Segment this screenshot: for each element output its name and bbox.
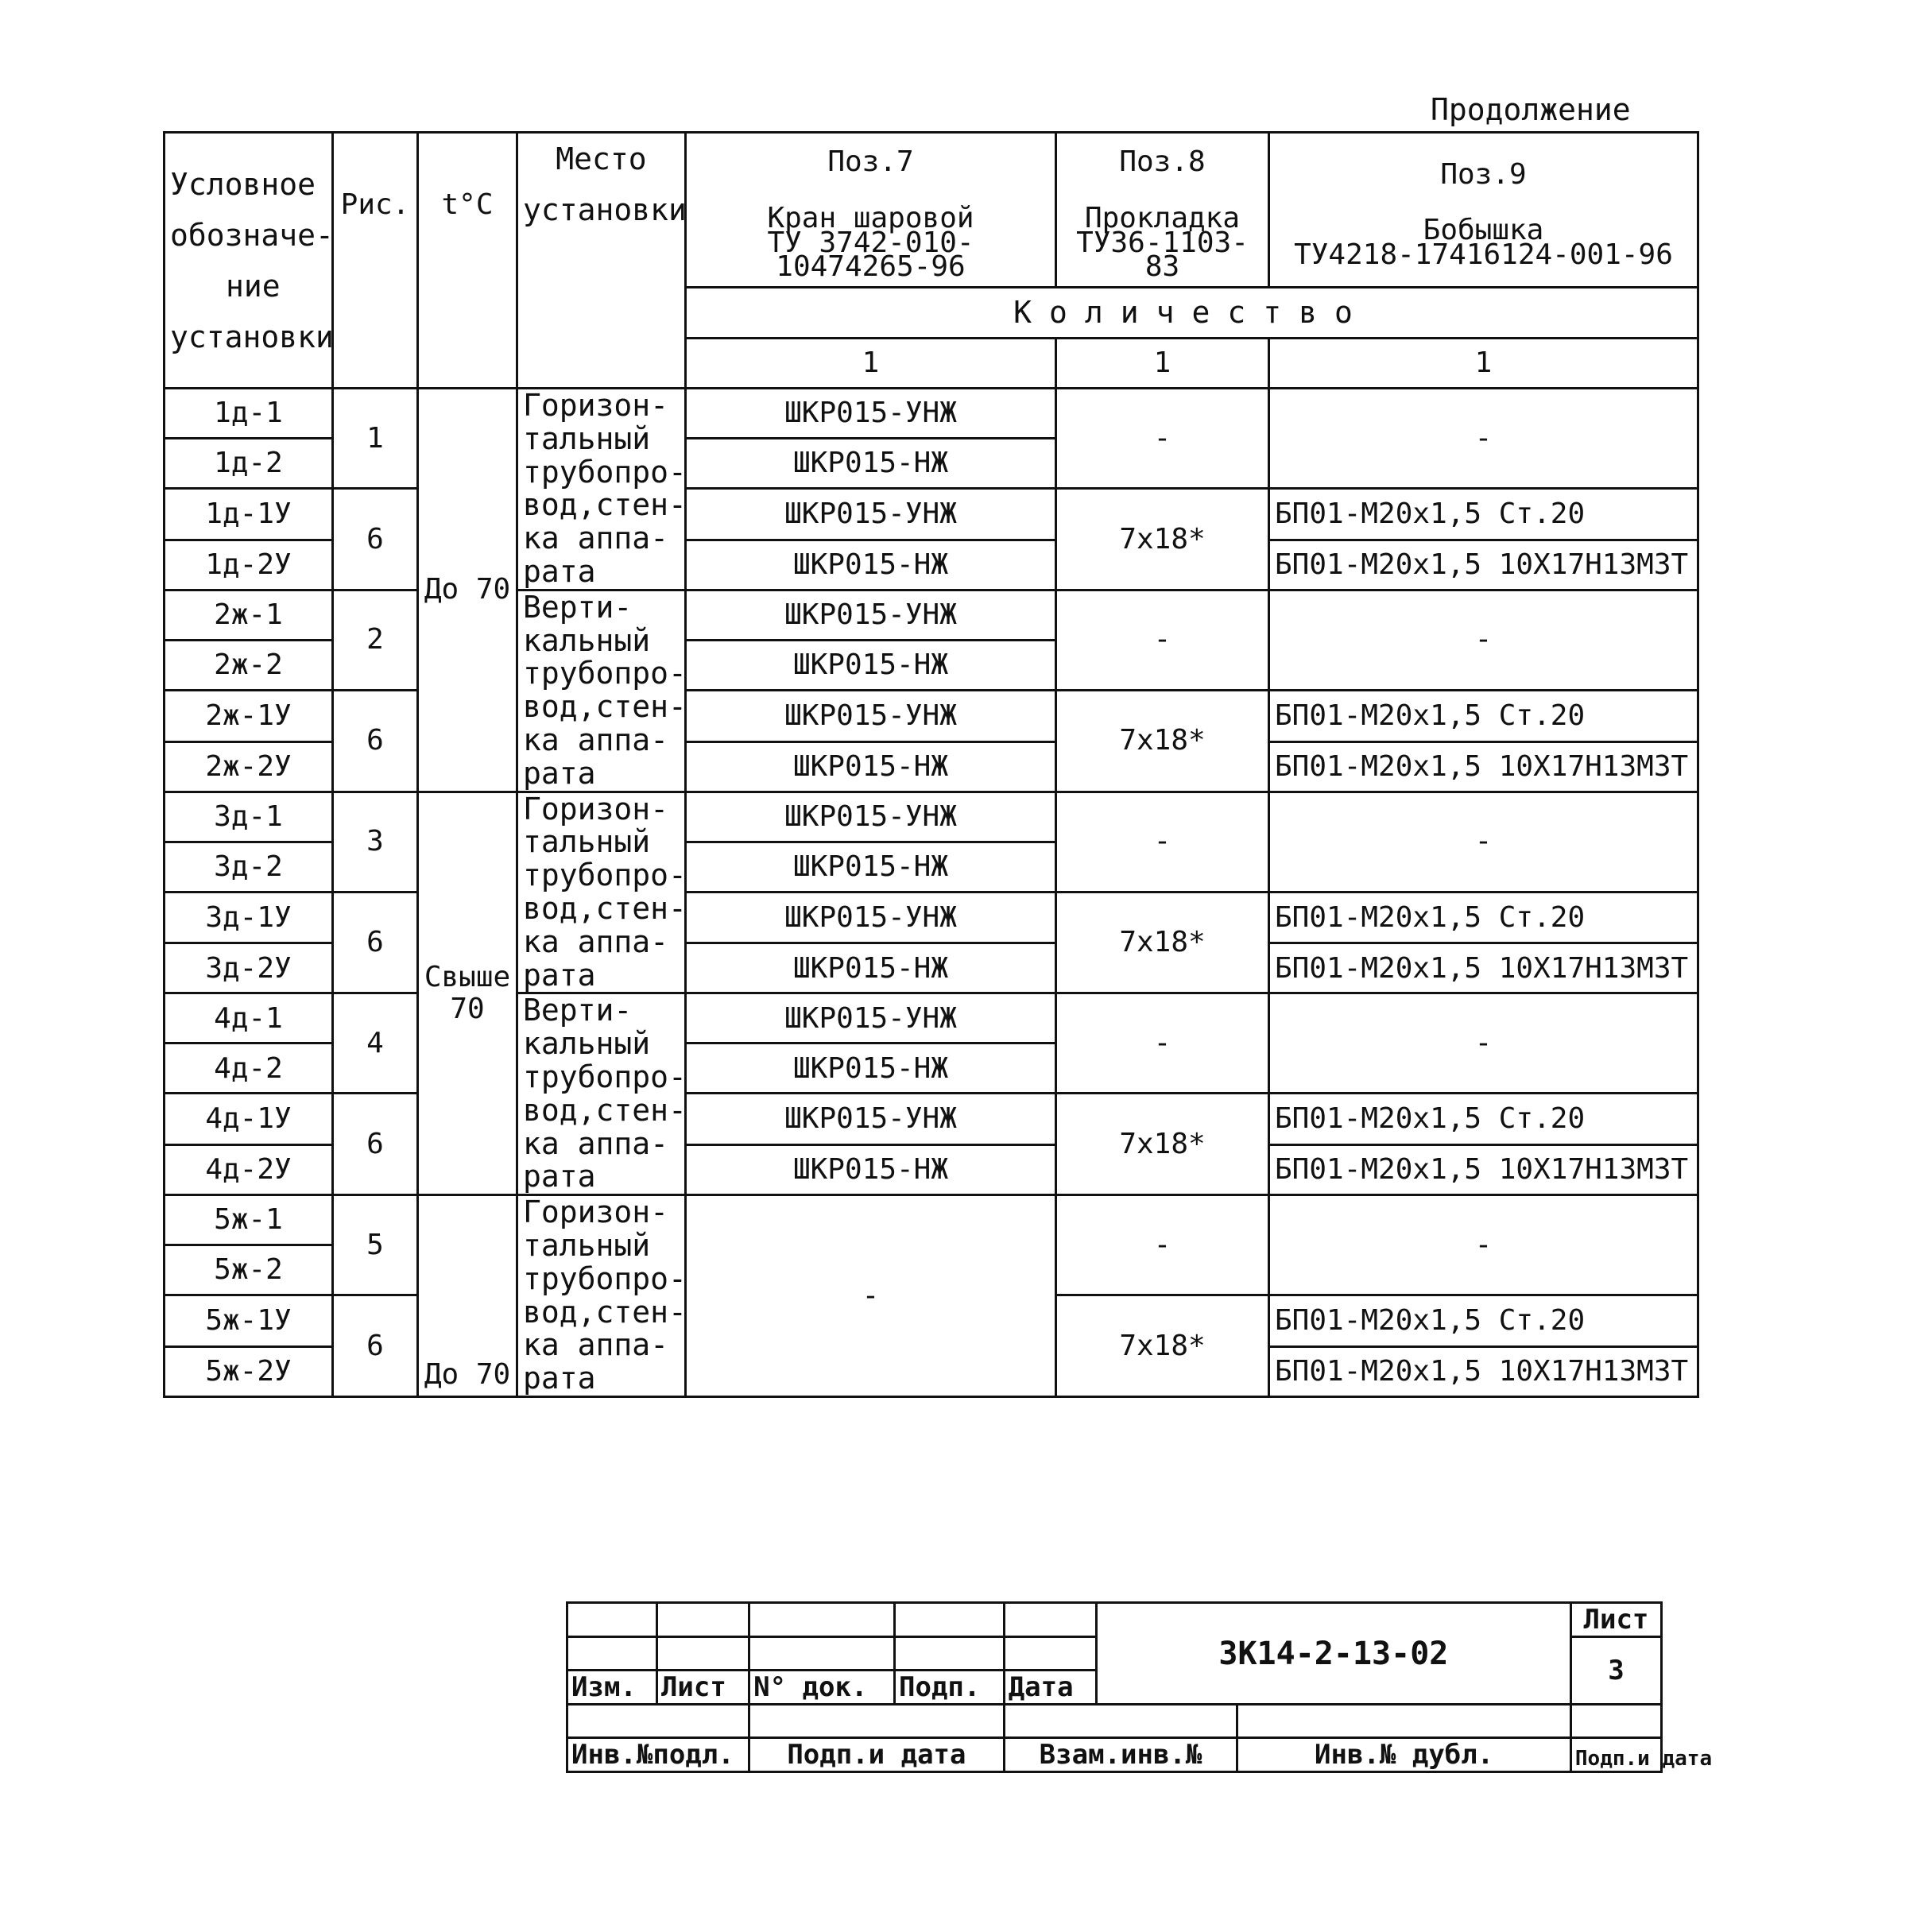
row-temperature: До 70: [418, 1195, 517, 1397]
row-designation: 1д-1: [165, 389, 333, 439]
row-designation: 3д-2: [165, 842, 333, 892]
stamp-sign-date-2: Подп.и дата: [1570, 1738, 1661, 1772]
continuation-label: Продолжение: [1431, 92, 1631, 127]
row-pos7: ШКР015-НЖ: [686, 439, 1056, 489]
row-designation: 1д-1У: [165, 489, 333, 540]
row-place: Верти-кальный трубопро-вод,стен-ка аппа-рата: [517, 590, 686, 792]
row-figure: 6: [333, 690, 418, 792]
row-temperature: Свыше 70: [418, 792, 517, 1195]
row-designation: 2ж-2У: [165, 741, 333, 792]
specification-table: [163, 131, 1699, 1398]
row-pos8: -: [1056, 389, 1269, 489]
row-designation: 2ж-2: [165, 640, 333, 690]
row-pos9: -: [1269, 993, 1698, 1094]
row-pos9: БП01-М20х1,5 Ст.20: [1269, 1094, 1698, 1145]
stamp-izm: Изм.: [567, 1671, 657, 1705]
row-place: Горизон-тальный трубопро-вод,стен-ка аппа-рата: [517, 389, 686, 590]
row-pos9: БП01-М20х1,5 10Х17Н13М3Т: [1269, 741, 1698, 792]
row-pos8: 7х18*: [1056, 489, 1269, 590]
row-figure: 4: [333, 993, 418, 1094]
row-pos8: 7х18*: [1056, 892, 1269, 993]
row-figure: 6: [333, 1094, 418, 1195]
row-pos9: БП01-М20х1,5 10Х17Н13М3Т: [1269, 943, 1698, 993]
row-figure: 2: [333, 590, 418, 690]
row-designation: 3д-2У: [165, 943, 333, 993]
row-pos8: -: [1056, 590, 1269, 690]
row-pos9: БП01-М20х1,5 Ст.20: [1269, 1295, 1698, 1347]
header-pos8: Поз.8 Прокладка ТУ36-1103-83: [1056, 133, 1269, 288]
row-pos7: ШКР015-УНЖ: [686, 892, 1056, 943]
stamp-signature: Подп.: [895, 1671, 1005, 1705]
row-place: Верти-кальный трубопро-вод,стен-ка аппа-рата: [517, 993, 686, 1195]
row-pos9: -: [1269, 792, 1698, 892]
row-pos7: ШКР015-НЖ: [686, 1145, 1056, 1195]
row-pos7: ШКР015-НЖ: [686, 1043, 1056, 1094]
qty-pos7: 1: [686, 339, 1056, 389]
header-place: Место установки: [517, 133, 686, 389]
header-figure: Рис.: [333, 133, 418, 389]
row-designation: 4д-2У: [165, 1145, 333, 1195]
row-pos7: ШКР015-УНЖ: [686, 792, 1056, 842]
sheet-number: 3: [1570, 1637, 1661, 1705]
row-designation: 2ж-1У: [165, 690, 333, 741]
row-pos7: -: [686, 1195, 1056, 1397]
row-designation: 1д-2: [165, 439, 333, 489]
stamp-sign-date-1: Подп.и дата: [749, 1738, 1005, 1772]
row-pos8: -: [1056, 1195, 1269, 1295]
row-designation: 5ж-2У: [165, 1346, 333, 1396]
row-temperature: До 70: [418, 389, 517, 792]
header-quantity: Количество: [686, 288, 1698, 339]
row-pos8: 7х18*: [1056, 1094, 1269, 1195]
row-pos9: БП01-М20х1,5 10Х17Н13М3Т: [1269, 1145, 1698, 1195]
row-pos9: -: [1269, 1195, 1698, 1295]
row-pos7: ШКР015-НЖ: [686, 640, 1056, 690]
row-figure: 6: [333, 1295, 418, 1397]
row-figure: 1: [333, 389, 418, 489]
row-pos7: ШКР015-УНЖ: [686, 590, 1056, 640]
row-pos8: 7х18*: [1056, 690, 1269, 792]
sheet-label: Лист: [1570, 1603, 1661, 1637]
header-pos9: Поз.9 Бобышка ТУ4218-17416124-001-96: [1269, 133, 1698, 288]
row-pos7: ШКР015-УНЖ: [686, 690, 1056, 741]
header-temperature: t°С: [418, 133, 517, 389]
row-place: Горизон-тальный трубопро-вод,стен-ка аппа-рата: [517, 792, 686, 993]
row-designation: 4д-2: [165, 1043, 333, 1094]
stamp-inv-dubl: Инв.№ дубл.: [1237, 1738, 1571, 1772]
row-pos7: ШКР015-НЖ: [686, 943, 1056, 993]
row-pos8: 7х18*: [1056, 1295, 1269, 1397]
header-pos7: Поз.7 Кран шаровой ТУ 3742-010-10474265-96: [686, 133, 1056, 288]
row-designation: 5ж-2: [165, 1245, 333, 1295]
row-pos9: БП01-М20х1,5 Ст.20: [1269, 892, 1698, 943]
row-designation: 4д-1: [165, 993, 333, 1043]
row-designation: 2ж-1: [165, 590, 333, 640]
row-designation: 3д-1: [165, 792, 333, 842]
stamp-vzam-inv: Взам.инв.№: [1004, 1738, 1237, 1772]
title-block: [566, 1601, 1713, 1773]
row-pos9: БП01-М20х1,5 Ст.20: [1269, 690, 1698, 741]
header-designation: Условное обозначе- ние установки: [165, 133, 333, 389]
row-designation: 5ж-1: [165, 1195, 333, 1245]
row-pos7: ШКР015-УНЖ: [686, 389, 1056, 439]
stamp-date: Дата: [1004, 1671, 1096, 1705]
document-code: 3К14-2-13-02: [1096, 1603, 1570, 1705]
row-pos9: -: [1269, 389, 1698, 489]
row-designation: 5ж-1У: [165, 1295, 333, 1347]
row-pos7: ШКР015-УНЖ: [686, 489, 1056, 540]
row-figure: 6: [333, 489, 418, 590]
qty-pos8: 1: [1056, 339, 1269, 389]
row-pos7: ШКР015-НЖ: [686, 741, 1056, 792]
row-pos8: -: [1056, 993, 1269, 1094]
row-pos7: ШКР015-УНЖ: [686, 1094, 1056, 1145]
qty-pos9: 1: [1269, 339, 1698, 389]
row-designation: 1д-2У: [165, 540, 333, 590]
row-pos8: -: [1056, 792, 1269, 892]
row-place: Горизон-тальный трубопро-вод,стен-ка аппа-рата: [517, 1195, 686, 1397]
row-pos9: БП01-М20х1,5 Ст.20: [1269, 489, 1698, 540]
row-figure: 6: [333, 892, 418, 993]
stamp-inv-orig: Инв.№подл.: [567, 1738, 749, 1772]
row-pos7: ШКР015-НЖ: [686, 842, 1056, 892]
row-pos7: ШКР015-УНЖ: [686, 993, 1056, 1043]
row-pos9: БП01-М20х1,5 10Х17Н13М3Т: [1269, 540, 1698, 590]
stamp-doc-no: N° док.: [749, 1671, 895, 1705]
stamp-list: Лист: [656, 1671, 749, 1705]
row-figure: 5: [333, 1195, 418, 1295]
row-pos7: ШКР015-НЖ: [686, 540, 1056, 590]
row-figure: 3: [333, 792, 418, 892]
row-pos9: -: [1269, 590, 1698, 690]
row-pos9: БП01-М20х1,5 10Х17Н13М3Т: [1269, 1346, 1698, 1396]
row-designation: 4д-1У: [165, 1094, 333, 1145]
row-designation: 3д-1У: [165, 892, 333, 943]
